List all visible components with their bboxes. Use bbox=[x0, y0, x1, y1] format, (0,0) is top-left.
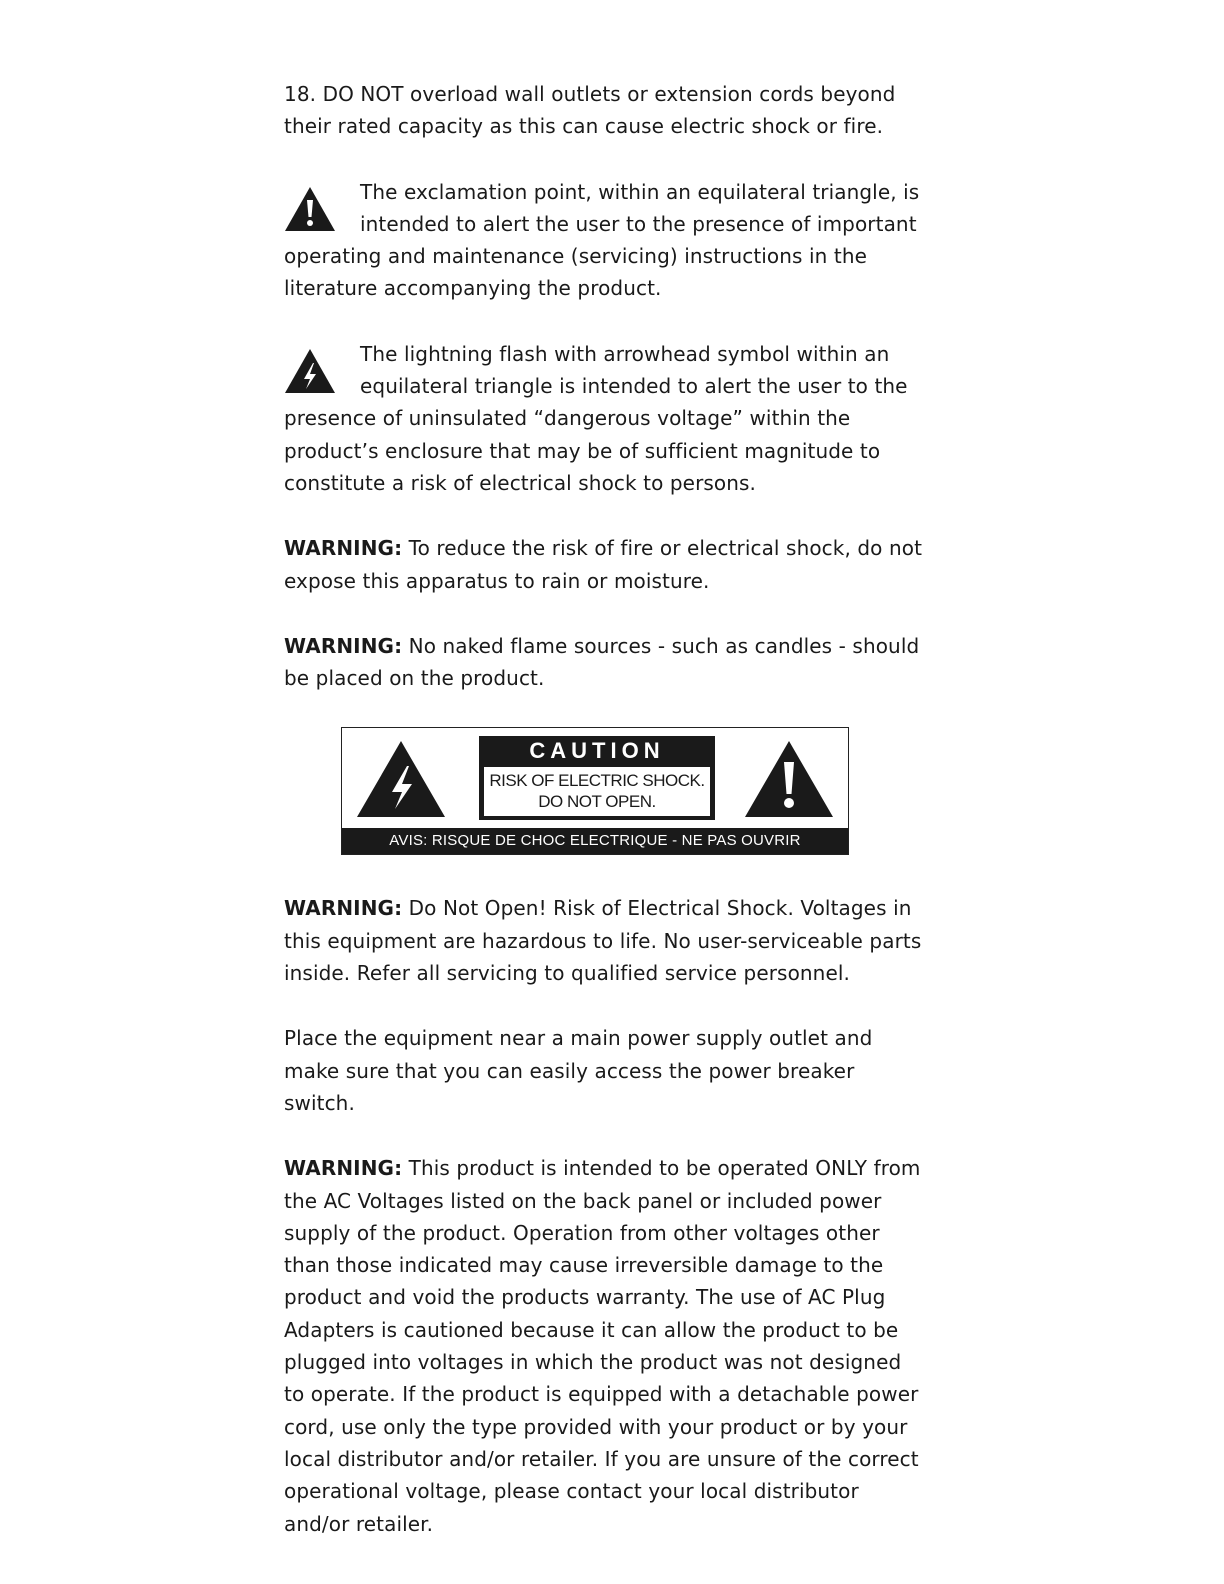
lightning-triangle-icon bbox=[356, 740, 446, 818]
lightning-triangle-icon bbox=[284, 340, 346, 400]
caution-label bbox=[341, 727, 849, 855]
warning-flame bbox=[284, 630, 924, 695]
warning-text: No naked flame sources - such as candles - should be placed on the product. bbox=[284, 633, 920, 691]
caution-line-1: RISK OF ELECTRIC SHOCK. bbox=[489, 771, 705, 791]
warning-label: WARNING: bbox=[284, 1156, 403, 1181]
caution-message bbox=[484, 767, 710, 816]
warning-label: WARNING: bbox=[284, 536, 403, 561]
exclamation-symbol-paragraph bbox=[284, 176, 924, 305]
warning-moisture bbox=[284, 532, 924, 597]
caution-line-2: DO NOT OPEN. bbox=[538, 792, 656, 812]
lightning-symbol-paragraph bbox=[284, 338, 924, 499]
warning-text: Do Not Open! Risk of Electrical Shock. Voltages in this equipment are hazardous to life. No user-serviceable parts inside. Refer all servicing to qualified service personnel. bbox=[284, 896, 922, 986]
exclamation-description: The exclamation point, within an equilateral triangle, is intended to alert the user to the presence of important operating and maintenance (servicing) instructions in the literature accompanying the product. bbox=[284, 179, 920, 301]
document-body bbox=[284, 78, 924, 1573]
warning-text: To reduce the risk of fire or electrical shock, do not expose this apparatus to rain or moisture. bbox=[284, 536, 923, 593]
caution-panel bbox=[479, 736, 715, 820]
warning-label: WARNING: bbox=[284, 896, 403, 921]
warning-do-not-open bbox=[284, 892, 924, 989]
placement-paragraph: Place the equipment near a main power supply outlet and make sure that you can easily access the power breaker switch. bbox=[284, 1026, 873, 1115]
item-18-paragraph: 18. DO NOT overload wall outlets or extension cords beyond their rated capacity as this can cause electric shock or fire. bbox=[284, 82, 896, 139]
warning-label: WARNING: bbox=[284, 633, 403, 658]
lightning-description: The lightning flash with arrowhead symbol within an equilateral triangle is intended to alert the user to the presence of uninsulated “dangerous voltage” within the product’s enclosure that may be of sufficient magnitude to constitute a risk of electrical shock to persons. bbox=[284, 341, 908, 495]
exclamation-triangle-icon bbox=[744, 740, 834, 818]
caution-footer: AVIS: RISQUE DE CHOC ELECTRIQUE - NE PAS OUVRIR bbox=[342, 828, 848, 854]
warning-text: This product is intended to be operated ONLY from the AC Voltages listed on the back panel or included power supply of the product. Operation from other voltages other than those indicated may cause irreversible damage to the product and void the products warranty. The use of AC Plug Adapters is cautioned because it can allow the product to be plugged into voltages in which the product was not designed to operate. If the product is equipped with a detachable power cord, use only the type provided with your product or by your local distributor and/or retailer. If you are unsure of the correct operational voltage, please contact your local distributor and/or retailer. bbox=[284, 1156, 921, 1536]
exclamation-triangle-icon bbox=[284, 178, 346, 238]
caution-title: CAUTION bbox=[529, 738, 665, 764]
warning-ac-voltage bbox=[284, 1152, 924, 1540]
